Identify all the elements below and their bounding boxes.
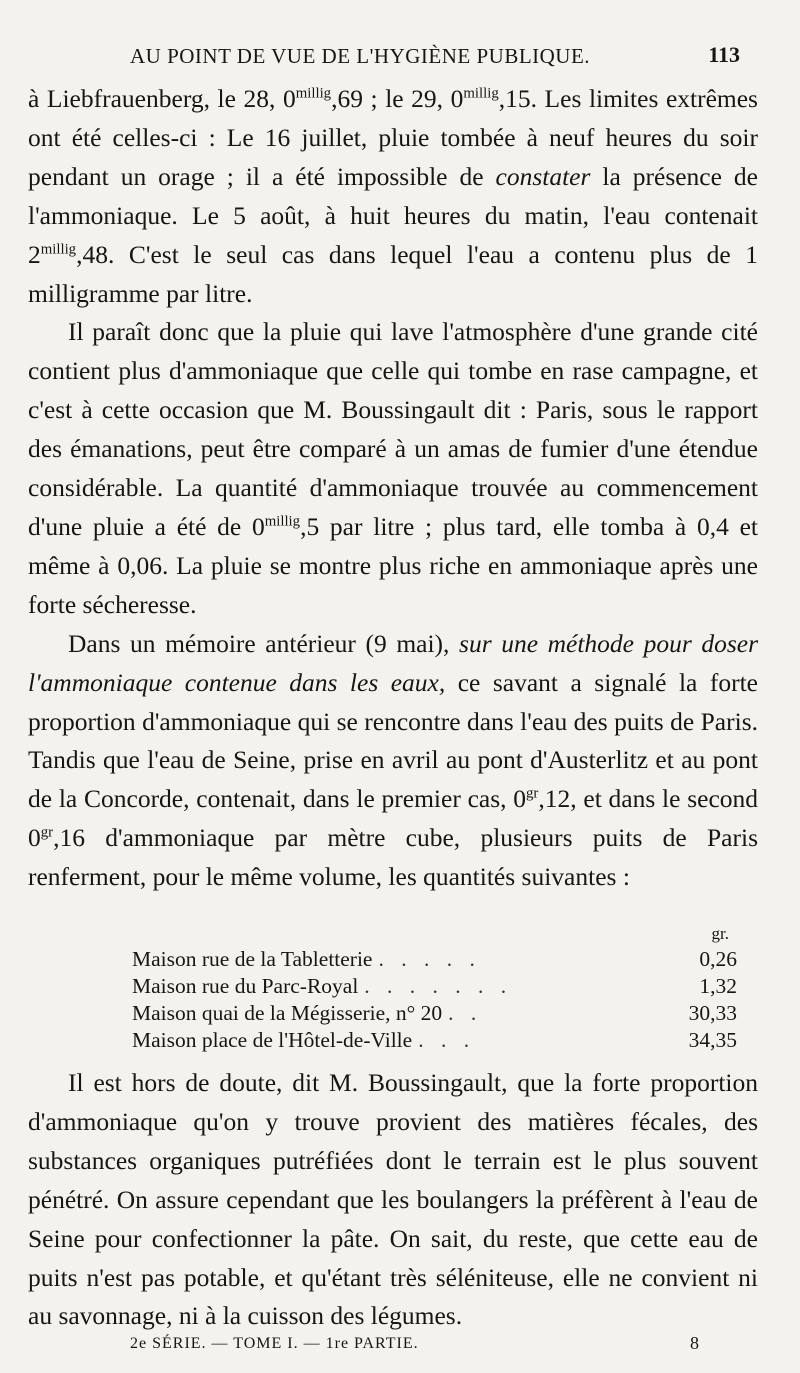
text-run: ,15. Les limites extrêmes ont été celles-ci : Le 16 juillet, pluie tombée à neuf heures du soir pendant un orage ; il a été impossible de xyxy=(28,84,758,191)
row-value: 0,26 xyxy=(699,947,737,971)
superscript: millig xyxy=(40,241,77,258)
body-text xyxy=(28,80,758,897)
signature-number: 8 xyxy=(690,1333,700,1353)
row-leader: . . xyxy=(448,1001,483,1025)
text-run: Il paraît donc que la pluie qui lave l'atmosphère d'une grande cité contient plus d'ammoniaque que celle qui tombe en rase campagne, et c'est à cette occasion que M. Boussingault dit : Paris, sous le rapport des émanations, peut être comparé à un amas de fumier d'une étendue considérable. La quantité d'ammoniaque trouvée au commencement d'une pluie a été de 0 xyxy=(28,317,758,541)
paragraph-3 xyxy=(28,625,758,897)
table-row xyxy=(132,973,737,1000)
text-run: ,16 d'ammoniaque par mètre cube, plusieurs puits de Paris renferment, pour le même volume, les quantités suivantes : xyxy=(28,823,758,892)
text-run: ,12, et dans le second 0 xyxy=(28,784,759,853)
body-text-continued xyxy=(28,1064,758,1336)
italic-run: sur une méthode pour doser l'ammoniaque contenue dans les eaux, xyxy=(28,628,758,697)
table-unit-row xyxy=(132,924,737,946)
text-run: ce savant a signalé la forte proportion d'ammoniaque qui se rencontre dans l'eau des puits de Paris. Tandis que l'eau de Seine, prise en avril au pont d'Austerlitz et au pont de la Concorde, contenait, dans le premier cas, 0 xyxy=(28,667,758,814)
row-value: 1,32 xyxy=(699,974,737,998)
printer-signature: 2e SÉRIE. — TOME I. — 1re PARTIE. xyxy=(130,1335,419,1352)
row-value: 30,33 xyxy=(688,1001,737,1025)
paragraph-2 xyxy=(28,313,758,624)
text-run: ,69 ; le 29, 0 xyxy=(331,84,464,113)
superscript: millig xyxy=(264,513,301,530)
row-name: Maison quai de la Mégisserie, n° 20 xyxy=(132,1001,443,1025)
page-number: 113 xyxy=(708,42,740,67)
superscript: millig xyxy=(463,85,499,102)
table-row xyxy=(132,1027,737,1054)
running-header xyxy=(130,40,740,76)
row-name: Maison rue du Parc-Royal xyxy=(132,974,359,998)
row-leader: . . . . . xyxy=(378,947,481,971)
superscript: gr xyxy=(526,785,539,802)
ammonia-table xyxy=(132,924,737,1054)
text-run: à Liebfrauenberg, le 28, 0 xyxy=(28,84,296,113)
table-row xyxy=(132,946,737,973)
text-run: la présence de l'ammoniaque. Le 5 août, à huit heures du matin, l'eau contenait 2 xyxy=(28,161,758,269)
text-run: ,48. C'est le seul cas dans lequel l'eau a contenu plus de 1 milligramme par litre. xyxy=(28,239,758,308)
text-run: Dans un mémoire antérieur (9 mai), xyxy=(68,628,460,658)
paragraph-4: Il est hors de doute, dit M. Boussingault, que la forte proportion d'ammoniaque qu'on y trouve provient des matières fécales, des substances organiques putréfiées dont le terrain est le plus souvent pénétré. On assure cependant que les boulangers la préfèrent à l'eau de Seine pour confectionner la pâte. On sait, du reste, que cette eau de puits n'est pas potable, et qu'étant très séléniteuse, elle ne convient ni au savonnage, ni à la cuisson des légumes. xyxy=(28,1068,758,1331)
row-leader: . . . . . . . xyxy=(364,974,513,998)
running-title: AU POINT DE VUE DE L'HYGIÈNE PUBLIQUE. xyxy=(130,44,591,68)
row-name: Maison place de l'Hôtel-de-Ville xyxy=(132,1028,413,1052)
paragraph-1 xyxy=(28,80,758,313)
superscript: gr xyxy=(40,824,54,841)
italic-run: constater xyxy=(495,161,591,191)
row-leader: . . . xyxy=(418,1028,476,1052)
row-name: Maison rue de la Tabletterie xyxy=(132,947,373,971)
table-unit: gr. xyxy=(711,924,729,943)
table-row xyxy=(132,1000,737,1027)
text-run: ,5 par litre ; plus tard, elle tomba à 0,4 et même à 0,06. La pluie se montre plus riche en ammoniaque après une forte sécheresse. xyxy=(28,511,758,619)
superscript: millig xyxy=(295,85,332,102)
row-value: 34,35 xyxy=(688,1028,737,1052)
